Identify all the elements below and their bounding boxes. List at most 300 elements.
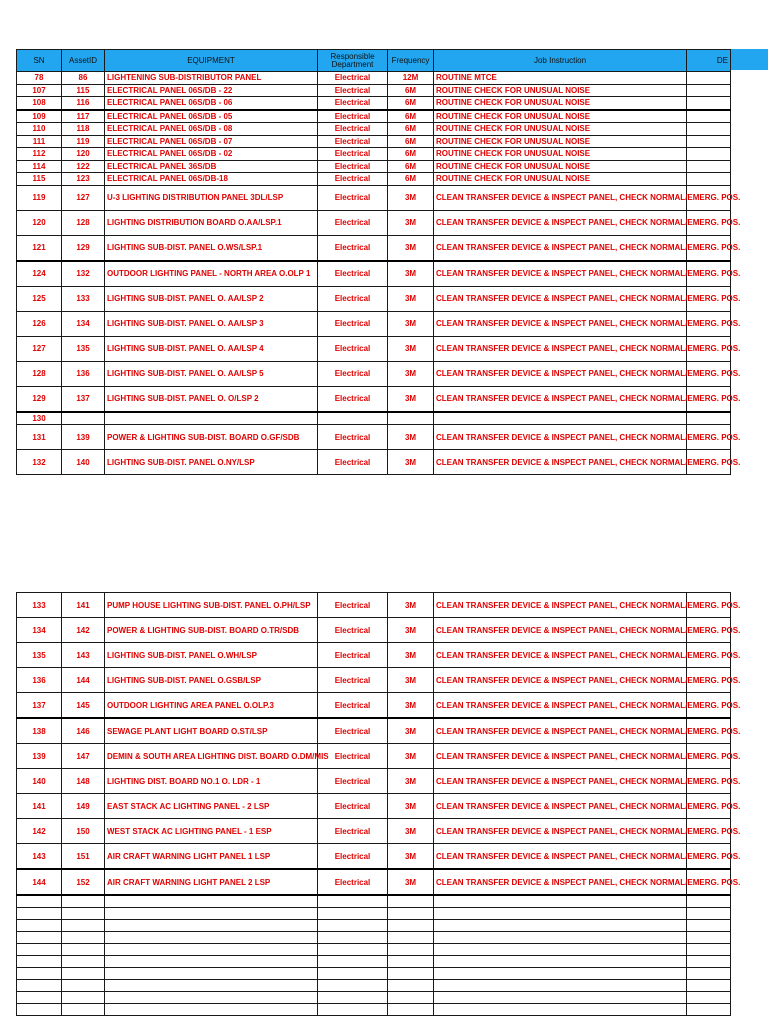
empty-cell [388,920,434,932]
cell-job-instruction: CLEAN TRANSFER DEVICE & INSPECT PANEL, CHECK NORMAL/EMERG. POS. [434,336,687,361]
cell-department: Electrical [318,311,388,336]
empty-cell [687,932,731,944]
cell-frequency: 3M [388,718,434,744]
cell-sn: 112 [17,148,62,161]
empty-row [17,944,731,956]
empty-row [17,908,731,920]
cell-sn: 108 [17,97,62,110]
cell-department: Electrical [318,794,388,819]
cell-equipment: OUTDOOR LIGHTING PANEL - NORTH AREA O.OLP 1 [105,261,318,287]
cell-asset-id: 136 [62,361,105,386]
cell-department: Electrical [318,110,388,123]
cell-asset-id: 144 [62,668,105,693]
empty-cell [17,980,62,992]
cell-frequency: 3M [388,425,434,450]
cell-equipment: LIGHTING SUB-DIST. PANEL O. AA/LSP 3 [105,311,318,336]
cell-department: Electrical [318,123,388,136]
cell-asset-id: 152 [62,869,105,895]
cell-job-instruction: ROUTINE CHECK FOR UNUSUAL NOISE [434,84,687,97]
cell-job-instruction: CLEAN TRANSFER DEVICE & INSPECT PANEL, CHECK NORMAL/EMERG. POS. [434,235,687,261]
cell-department: Electrical [318,185,388,210]
empty-cell [105,980,318,992]
col-header-equipment: EQUIPMENT [105,50,318,72]
table-row [17,668,731,693]
cell-department: Electrical [318,148,388,161]
empty-cell [62,1004,105,1016]
header-extension [730,49,768,70]
empty-cell [434,980,687,992]
empty-cell [434,956,687,968]
table-row [17,135,731,148]
cell-job-instruction: CLEAN TRANSFER DEVICE & INSPECT PANEL, CHECK NORMAL/EMERG. POS. [434,869,687,895]
maintenance-table [16,49,741,475]
cell-asset-id: 115 [62,84,105,97]
cell-equipment: ELECTRICAL PANEL 06S/DB - 22 [105,84,318,97]
table-row [17,618,731,643]
empty-cell [318,932,388,944]
empty-cell [687,956,731,968]
col-header-extra: DE [687,50,731,72]
table-row [17,72,731,85]
cell-department: Electrical [318,744,388,769]
empty-cell [105,944,318,956]
cell-frequency: 6M [388,123,434,136]
empty-cell [62,992,105,1004]
cell-asset-id: 137 [62,386,105,412]
cell-department: Electrical [318,869,388,895]
cell-frequency: 6M [388,97,434,110]
cell-job-instruction: CLEAN TRANSFER DEVICE & INSPECT PANEL, CHECK NORMAL/EMERG. POS. [434,361,687,386]
cell-frequency: 6M [388,160,434,173]
cell-equipment: LIGHTING DIST. BOARD NO.1 O. LDR - 1 [105,769,318,794]
table-row [17,123,731,136]
cell-frequency [388,412,434,425]
empty-cell [17,932,62,944]
cell-department: Electrical [318,425,388,450]
cell-extra [687,135,731,148]
table-row [17,311,731,336]
empty-cell [388,992,434,1004]
empty-cell [388,1004,434,1016]
cell-frequency: 3M [388,844,434,870]
empty-cell [17,920,62,932]
cell-sn: 128 [17,361,62,386]
table-row [17,336,731,361]
cell-department: Electrical [318,643,388,668]
empty-cell [62,920,105,932]
col-header-job-instruction: Job Instruction [434,50,687,72]
cell-extra [687,160,731,173]
cell-department: Electrical [318,286,388,311]
empty-cell [17,992,62,1004]
cell-sn: 115 [17,173,62,186]
empty-cell [318,944,388,956]
cell-equipment: LIGHTING DISTRIBUTION BOARD O.AA/LSP.1 [105,210,318,235]
cell-sn: 126 [17,311,62,336]
cell-department: Electrical [318,84,388,97]
cell-department: Electrical [318,668,388,693]
cell-department: Electrical [318,844,388,870]
cell-frequency: 3M [388,618,434,643]
table-row [17,869,731,895]
cell-asset-id: 148 [62,769,105,794]
cell-equipment: SEWAGE PLANT LIGHT BOARD O.ST/LSP [105,718,318,744]
cell-job-instruction: ROUTINE CHECK FOR UNUSUAL NOISE [434,135,687,148]
cell-equipment: DEMIN & SOUTH AREA LIGHTING DIST. BOARD O.DM/MIS [105,744,318,769]
cell-sn: 140 [17,769,62,794]
cell-frequency: 6M [388,84,434,97]
cell-job-instruction: ROUTINE CHECK FOR UNUSUAL NOISE [434,148,687,161]
cell-equipment: ELECTRICAL PANEL 06S/DB - 02 [105,148,318,161]
cell-job-instruction: CLEAN TRANSFER DEVICE & INSPECT PANEL, CHECK NORMAL/EMERG. POS. [434,794,687,819]
table-row [17,794,731,819]
cell-equipment: PUMP HOUSE LIGHTING SUB-DIST. PANEL O.PH/LSP [105,593,318,618]
empty-row [17,968,731,980]
cell-sn: 125 [17,286,62,311]
cell-job-instruction: CLEAN TRANSFER DEVICE & INSPECT PANEL, CHECK NORMAL/EMERG. POS. [434,311,687,336]
empty-cell [388,956,434,968]
empty-cell [388,980,434,992]
cell-equipment: ELECTRICAL PANEL 36S/DB [105,160,318,173]
cell-equipment: AIR CRAFT WARNING LIGHT PANEL 1 LSP [105,844,318,870]
cell-job-instruction: CLEAN TRANSFER DEVICE & INSPECT PANEL, CHECK NORMAL/EMERG. POS. [434,844,687,870]
empty-cell [434,908,687,920]
table-row [17,210,731,235]
cell-job-instruction: ROUTINE CHECK FOR UNUSUAL NOISE [434,173,687,186]
empty-cell [434,944,687,956]
cell-sn: 107 [17,84,62,97]
cell-department: Electrical [318,693,388,719]
cell-job-instruction: CLEAN TRANSFER DEVICE & INSPECT PANEL, CHECK NORMAL/EMERG. POS. [434,769,687,794]
empty-cell [105,895,318,908]
cell-equipment: ELECTRICAL PANEL 06S/DB - 07 [105,135,318,148]
cell-sn: 141 [17,794,62,819]
cell-asset-id: 145 [62,693,105,719]
cell-sn: 137 [17,693,62,719]
cell-department: Electrical [318,173,388,186]
schedule-table-top [16,49,741,475]
cell-extra [687,173,731,186]
empty-cell [17,968,62,980]
cell-department: Electrical [318,618,388,643]
table-row [17,425,731,450]
cell-frequency: 3M [388,668,434,693]
cell-extra [687,148,731,161]
cell-extra [687,412,731,425]
table-row [17,235,731,261]
cell-asset-id: 129 [62,235,105,261]
table-row [17,173,731,186]
col-header-sn: SN [17,50,62,72]
cell-sn: 119 [17,185,62,210]
empty-cell [318,920,388,932]
empty-row [17,920,731,932]
cell-sn: 129 [17,386,62,412]
cell-sn: 131 [17,425,62,450]
cell-equipment: LIGHTENING SUB-DISTRIBUTOR PANEL [105,72,318,85]
cell-equipment: ELECTRICAL PANEL 06S/DB - 08 [105,123,318,136]
empty-cell [318,992,388,1004]
cell-asset-id [62,412,105,425]
cell-department: Electrical [318,261,388,287]
table-row [17,844,731,870]
cell-job-instruction: CLEAN TRANSFER DEVICE & INSPECT PANEL, CHECK NORMAL/EMERG. POS. [434,668,687,693]
cell-frequency: 3M [388,643,434,668]
empty-cell [105,920,318,932]
empty-cell [17,944,62,956]
empty-cell [62,968,105,980]
cell-asset-id: 120 [62,148,105,161]
empty-cell [105,992,318,1004]
cell-sn: 139 [17,744,62,769]
cell-equipment: LIGHTING SUB-DIST. PANEL O.GSB/LSP [105,668,318,693]
cell-department: Electrical [318,72,388,85]
cell-extra [687,123,731,136]
empty-cell [17,895,62,908]
cell-job-instruction: CLEAN TRANSFER DEVICE & INSPECT PANEL, CHECK NORMAL/EMERG. POS. [434,718,687,744]
cell-department [318,412,388,425]
cell-equipment: LIGHTING SUB-DIST. PANEL O.WH/LSP [105,643,318,668]
cell-asset-id: 149 [62,794,105,819]
empty-cell [434,1004,687,1016]
table-row [17,769,731,794]
cell-asset-id: 122 [62,160,105,173]
cell-department: Electrical [318,361,388,386]
cell-asset-id: 146 [62,718,105,744]
cell-equipment: WEST STACK AC LIGHTING PANEL - 1 ESP [105,819,318,844]
table-row [17,386,731,412]
empty-cell [388,932,434,944]
empty-cell [105,956,318,968]
cell-sn: 124 [17,261,62,287]
cell-equipment: LIGHTING SUB-DIST. PANEL O. AA/LSP 4 [105,336,318,361]
cell-asset-id: 143 [62,643,105,668]
cell-frequency: 6M [388,148,434,161]
table-row [17,412,731,425]
cell-asset-id: 118 [62,123,105,136]
empty-cell [17,1004,62,1016]
cell-sn: 111 [17,135,62,148]
cell-equipment [105,412,318,425]
cell-equipment: AIR CRAFT WARNING LIGHT PANEL 2 LSP [105,869,318,895]
cell-job-instruction: CLEAN TRANSFER DEVICE & INSPECT PANEL, CHECK NORMAL/EMERG. POS. [434,286,687,311]
empty-cell [62,944,105,956]
empty-cell [388,895,434,908]
cell-job-instruction: CLEAN TRANSFER DEVICE & INSPECT PANEL, CHECK NORMAL/EMERG. POS. [434,450,687,475]
cell-asset-id: 134 [62,311,105,336]
empty-row [17,932,731,944]
cell-department: Electrical [318,450,388,475]
maintenance-table [16,592,741,1016]
cell-department: Electrical [318,235,388,261]
col-header-frequency: Frequency [388,50,434,72]
empty-cell [434,968,687,980]
cell-frequency: 3M [388,311,434,336]
cell-equipment: POWER & LIGHTING SUB-DIST. BOARD O.GF/SDB [105,425,318,450]
cell-frequency: 3M [388,235,434,261]
empty-cell [318,968,388,980]
cell-job-instruction: CLEAN TRANSFER DEVICE & INSPECT PANEL, CHECK NORMAL/EMERG. POS. [434,819,687,844]
table-row [17,693,731,719]
table-row [17,84,731,97]
cell-sn: 134 [17,618,62,643]
col-header-asset-id: AssetID [62,50,105,72]
cell-asset-id: 147 [62,744,105,769]
cell-frequency: 3M [388,261,434,287]
cell-department: Electrical [318,97,388,110]
empty-cell [687,920,731,932]
empty-cell [687,944,731,956]
cell-job-instruction: ROUTINE CHECK FOR UNUSUAL NOISE [434,97,687,110]
table-row [17,148,731,161]
empty-cell [62,932,105,944]
cell-asset-id: 141 [62,593,105,618]
cell-frequency: 12M [388,72,434,85]
cell-frequency: 3M [388,693,434,719]
cell-frequency: 3M [388,210,434,235]
cell-asset-id: 117 [62,110,105,123]
cell-frequency: 3M [388,593,434,618]
empty-cell [434,992,687,1004]
cell-job-instruction: CLEAN TRANSFER DEVICE & INSPECT PANEL, CHECK NORMAL/EMERG. POS. [434,185,687,210]
empty-cell [105,932,318,944]
table-row [17,643,731,668]
cell-equipment: LIGHTING SUB-DIST. PANEL O. AA/LSP 5 [105,361,318,386]
cell-sn: 136 [17,668,62,693]
empty-cell [687,895,731,908]
table-row [17,160,731,173]
empty-cell [388,944,434,956]
cell-sn: 110 [17,123,62,136]
cell-asset-id: 150 [62,819,105,844]
cell-asset-id: 128 [62,210,105,235]
cell-frequency: 3M [388,769,434,794]
cell-frequency: 3M [388,185,434,210]
empty-cell [318,908,388,920]
cell-department: Electrical [318,160,388,173]
cell-equipment: EAST STACK AC LIGHTING PANEL - 2 LSP [105,794,318,819]
empty-cell [105,1004,318,1016]
cell-frequency: 3M [388,869,434,895]
cell-equipment: LIGHTING SUB-DIST. PANEL O. O/LSP 2 [105,386,318,412]
cell-job-instruction: CLEAN TRANSFER DEVICE & INSPECT PANEL, CHECK NORMAL/EMERG. POS. [434,261,687,287]
cell-job-instruction: CLEAN TRANSFER DEVICE & INSPECT PANEL, CHECK NORMAL/EMERG. POS. [434,744,687,769]
cell-equipment: LIGHTING SUB-DIST. PANEL O. AA/LSP 2 [105,286,318,311]
cell-asset-id: 123 [62,173,105,186]
empty-row [17,1004,731,1016]
cell-asset-id: 139 [62,425,105,450]
cell-asset-id: 116 [62,97,105,110]
empty-cell [687,968,731,980]
cell-frequency: 3M [388,336,434,361]
cell-asset-id: 132 [62,261,105,287]
empty-cell [434,932,687,944]
cell-sn: 78 [17,72,62,85]
table-row [17,286,731,311]
cell-department: Electrical [318,593,388,618]
cell-sn: 133 [17,593,62,618]
cell-job-instruction: CLEAN TRANSFER DEVICE & INSPECT PANEL, CHECK NORMAL/EMERG. POS. [434,693,687,719]
empty-cell [105,908,318,920]
col-header-responsible-department: Responsible Department [318,50,388,72]
empty-cell [105,968,318,980]
table-row [17,110,731,123]
empty-cell [62,980,105,992]
cell-sn: 135 [17,643,62,668]
cell-asset-id: 140 [62,450,105,475]
cell-sn: 132 [17,450,62,475]
cell-sn: 142 [17,819,62,844]
cell-equipment: LIGHTING SUB-DIST. PANEL O.NY/LSP [105,450,318,475]
empty-cell [687,1004,731,1016]
table-row [17,97,731,110]
cell-asset-id: 142 [62,618,105,643]
empty-cell [17,956,62,968]
cell-equipment: POWER & LIGHTING SUB-DIST. BOARD O.TR/SDB [105,618,318,643]
empty-row [17,895,731,908]
cell-job-instruction [434,412,687,425]
empty-cell [388,968,434,980]
cell-job-instruction: CLEAN TRANSFER DEVICE & INSPECT PANEL, CHECK NORMAL/EMERG. POS. [434,210,687,235]
cell-extra [687,97,731,110]
cell-sn: 143 [17,844,62,870]
cell-sn: 130 [17,412,62,425]
table-row [17,718,731,744]
empty-cell [318,895,388,908]
table-row [17,361,731,386]
table-row [17,261,731,287]
cell-asset-id: 135 [62,336,105,361]
cell-extra [687,110,731,123]
table-row [17,744,731,769]
table-row [17,819,731,844]
cell-asset-id: 86 [62,72,105,85]
cell-sn: 120 [17,210,62,235]
empty-cell [318,1004,388,1016]
cell-job-instruction: ROUTINE CHECK FOR UNUSUAL NOISE [434,123,687,136]
empty-cell [62,908,105,920]
table-row [17,593,731,618]
cell-job-instruction: CLEAN TRANSFER DEVICE & INSPECT PANEL, CHECK NORMAL/EMERG. POS. [434,643,687,668]
cell-frequency: 3M [388,286,434,311]
cell-job-instruction: CLEAN TRANSFER DEVICE & INSPECT PANEL, CHECK NORMAL/EMERG. POS. [434,593,687,618]
empty-cell [687,992,731,1004]
cell-job-instruction: ROUTINE CHECK FOR UNUSUAL NOISE [434,110,687,123]
cell-sn: 127 [17,336,62,361]
cell-equipment: LIGHTING SUB-DIST. PANEL O.WS/LSP.1 [105,235,318,261]
cell-equipment: OUTDOOR LIGHTING AREA PANEL O.OLP.3 [105,693,318,719]
empty-row [17,980,731,992]
cell-sn: 114 [17,160,62,173]
header-row [17,50,731,72]
empty-cell [388,908,434,920]
cell-department: Electrical [318,336,388,361]
cell-asset-id: 119 [62,135,105,148]
table-row [17,450,731,475]
cell-frequency: 3M [388,794,434,819]
empty-cell [318,980,388,992]
empty-cell [17,908,62,920]
cell-job-instruction: CLEAN TRANSFER DEVICE & INSPECT PANEL, CHECK NORMAL/EMERG. POS. [434,386,687,412]
cell-frequency: 6M [388,173,434,186]
cell-job-instruction: CLEAN TRANSFER DEVICE & INSPECT PANEL, CHECK NORMAL/EMERG. POS. [434,425,687,450]
empty-cell [434,895,687,908]
cell-equipment: U-3 LIGHTING DISTRIBUTION PANEL 3DL/LSP [105,185,318,210]
cell-extra [687,72,731,85]
schedule-table-bottom [16,592,741,1016]
cell-department: Electrical [318,718,388,744]
cell-frequency: 3M [388,386,434,412]
